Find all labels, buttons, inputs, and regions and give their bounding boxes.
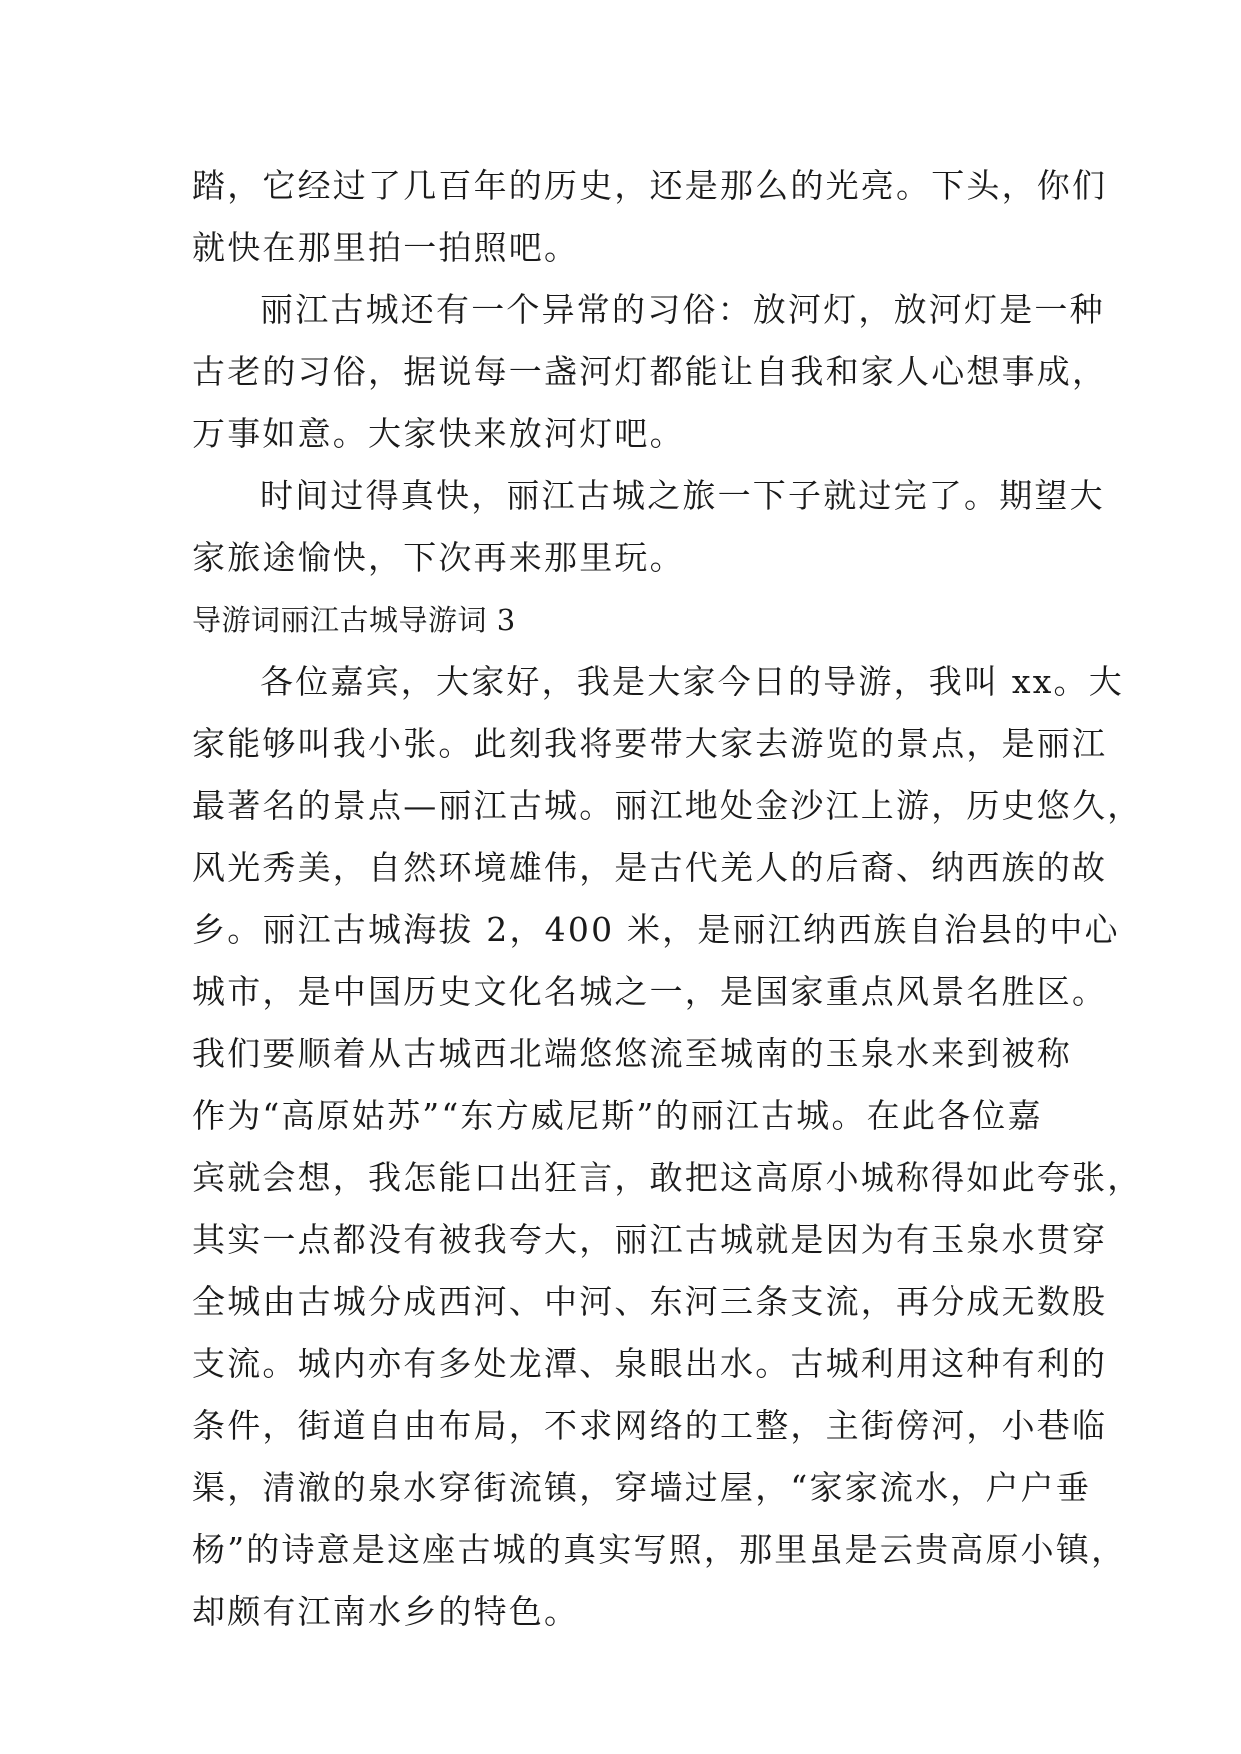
text-line: 家能够叫我小张。此刻我将要带大家去游览的景点，是丽江 <box>192 724 1108 763</box>
text-line: 支流。城内亦有多处龙潭、泉眼出水。古城利用这种有利的 <box>192 1344 1108 1383</box>
text-line: 条件，街道自由布局，不求网络的工整，主街傍河，小巷临 <box>192 1406 1108 1445</box>
text-line: 宾就会想，我怎能口出狂言，敢把这高原小城称得如此夸张， <box>192 1158 1143 1197</box>
text-line: 作为“高原姑苏”“东方威尼斯”的丽江古城。在此各位嘉 <box>192 1096 1043 1135</box>
paragraph-farewell <box>192 465 1105 589</box>
text-line: 家旅途愉快，下次再来那里玩。 <box>192 538 685 577</box>
text-line: 全城由古城分成西河、中河、东河三条支流，再分成无数股 <box>192 1282 1108 1321</box>
text-line: 乡。丽江古城海拔 2，400 米，是丽江纳西族自治县的中心 <box>192 910 1120 949</box>
section-title: 导游词丽江古城导游词 3 <box>192 603 516 637</box>
text-line: 城市，是中国历史文化名城之一，是国家重点风景名胜区。 <box>192 972 1108 1011</box>
text-line: 却颇有江南水乡的特色。 <box>192 1592 580 1631</box>
paragraph-intro <box>192 651 1143 1643</box>
text-line: 其实一点都没有被我夸大，丽江古城就是因为有玉泉水贯穿 <box>192 1220 1108 1259</box>
text-line: 杨”的诗意是这座古城的真实写照，那里虽是云贵高原小镇， <box>192 1530 1127 1569</box>
paragraph-continued <box>192 155 1108 279</box>
text-line: 风光秀美，自然环境雄伟，是古代羌人的后裔、纳西族的故 <box>192 848 1108 887</box>
text-line: 踏，它经过了几百年的历史，还是那么的光亮。下头，你们 <box>192 166 1108 205</box>
paragraph-river-lantern <box>192 279 1108 465</box>
document-body <box>192 155 1143 1643</box>
text-line: 古老的习俗，据说每一盏河灯都能让自我和家人心想事成， <box>192 352 1108 391</box>
text-line: 万事如意。大家快来放河灯吧。 <box>192 414 685 453</box>
text-line: 渠，清澈的泉水穿街流镇，穿墙过屋，“家家流水，户户垂 <box>192 1468 1092 1507</box>
text-line: 各位嘉宾，大家好，我是大家今日的导游，我叫 xx。大 <box>260 662 1124 701</box>
text-line: 我们要顺着从古城西北端悠悠流至城南的玉泉水来到被称 <box>192 1034 1072 1073</box>
text-line: 丽江古城还有一个异常的习俗：放河灯，放河灯是一种 <box>260 290 1105 329</box>
text-line: 最著名的景点—丽江古城。丽江地处金沙江上游，历史悠久， <box>192 786 1143 825</box>
text-line: 就快在那里拍一拍照吧。 <box>192 228 580 267</box>
text-line: 时间过得真快，丽江古城之旅一下子就过完了。期望大 <box>260 476 1105 515</box>
